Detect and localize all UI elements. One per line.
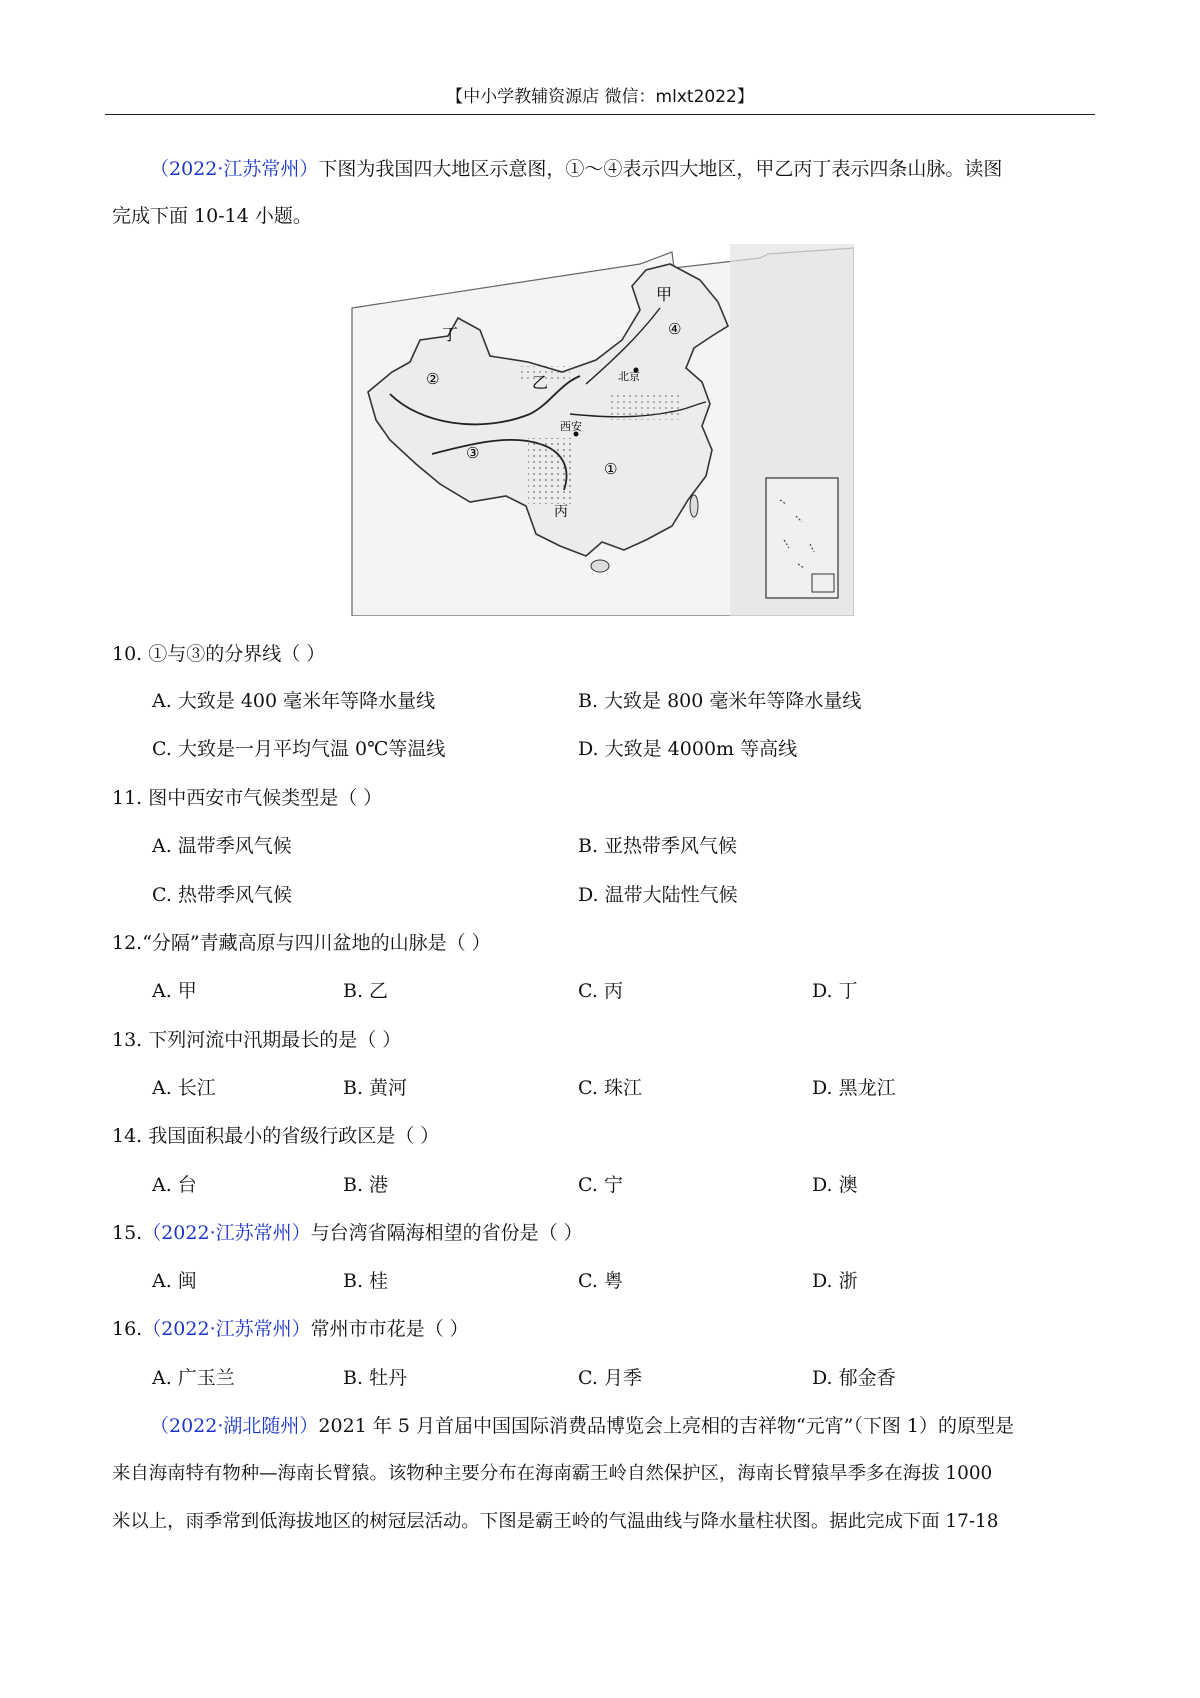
q15-option-c: C. 粤 [578,1270,623,1292]
question-16 [112,1320,469,1339]
question-14 [112,1127,439,1146]
source-tag: （2022·江苏常州） [150,158,319,180]
q10-option-b: B. 大致是 800 毫米年等降水量线 [578,690,862,712]
source-tag: （2022·江苏常州） [142,1318,311,1340]
q13-option-a: A. 长江 [152,1077,216,1099]
intro-text-1: 下图为我国四大地区示意图，①～④表示四大地区，甲乙丙丁表示四条山脉。读图 [318,158,1003,180]
q16-option-b: B. 牡丹 [343,1367,408,1389]
source-tag: （2022·江苏常州） [142,1222,311,1244]
passage-line-3: 米以上，雨季常到低海拔地区的树冠层活动。下图是霸王岭的气温曲线与降水量柱状图。据此完成下面 17-18 [112,1511,999,1532]
q16-option-a: A. 广玉兰 [152,1367,235,1389]
passage-text-1: 2021 年 5 月首届中国国际消费品博览会上亮相的吉祥物“元宵”（下图 1）的原型是 [318,1415,1015,1437]
q15-option-d: D. 浙 [812,1270,858,1292]
intro-line-2: 完成下面 10-14 小题。 [112,205,312,227]
q15-option-a: A. 闽 [152,1270,197,1292]
q16-option-d: D. 郁金香 [812,1367,896,1389]
question-number: 16. [112,1318,143,1340]
question-number: 11. [112,787,143,809]
header-divider [105,114,1095,115]
label-region-4: ④ [668,320,682,338]
label-ding: 丁 [442,325,459,344]
passage-line-2: 来自海南特有物种—海南长臂猿。该物种主要分布在海南霸王岭自然保护区，海南长臂猿旱季多在海拔 1000 [112,1463,993,1484]
question-number: 10. [112,643,143,665]
question-11 [112,789,382,808]
china-regions-map [340,244,854,616]
question-stem: 我国面积最小的省级行政区是（ ） [148,1125,440,1147]
q11-option-d: D. 温带大陆性气候 [578,884,738,906]
q14-option-d: D. 澳 [812,1174,858,1196]
q12-option-d: D. 丁 [812,980,858,1002]
mountain-hatch-1 [528,438,572,504]
q14-option-a: A. 台 [152,1174,197,1196]
question-15 [112,1224,583,1243]
q12-option-a: A. 甲 [152,980,197,1002]
label-jia: 甲 [656,285,673,304]
q11-option-a: A. 温带季风气候 [152,835,292,857]
q13-option-c: C. 珠江 [578,1077,642,1099]
label-beijing: 北京 [618,370,640,383]
question-number: 12. [112,932,143,954]
question-number: 15. [112,1222,143,1244]
q10-option-a: A. 大致是 400 毫米年等降水量线 [152,690,436,712]
label-region-1: ① [604,460,618,478]
source-tag: （2022·湖北随州） [150,1415,319,1437]
q12-option-c: C. 丙 [578,980,623,1002]
question-stem: “分隔”青藏高原与四川盆地的山脉是（ ） [142,932,491,954]
question-number: 13. [112,1029,143,1051]
q10-option-d: D. 大致是 4000m 等高线 [578,738,798,760]
q16-option-c: C. 月季 [578,1367,642,1389]
q14-option-c: C. 宁 [578,1174,623,1196]
q13-option-d: D. 黑龙江 [812,1077,896,1099]
question-stem: 下列河流中汛期最长的是（ ） [148,1029,402,1051]
intro-line-1 [150,160,1002,179]
question-stem: 与台湾省隔海相望的省份是（ ） [310,1222,583,1244]
passage-line-1 [150,1417,1014,1436]
question-stem: ①与③的分界线（ ） [148,643,326,665]
page-header: 【中小学教辅资源店 微信：mlxt2022】 [446,87,754,107]
question-number: 14. [112,1125,143,1147]
question-12 [112,934,491,953]
q15-option-b: B. 桂 [343,1270,389,1292]
q12-option-b: B. 乙 [343,980,389,1002]
label-yi: 乙 [532,373,549,392]
q10-option-c: C. 大致是一月平均气温 0℃等温线 [152,738,446,760]
south-china-sea-inset [766,478,838,598]
label-xian: 西安 [560,420,582,433]
hainan-island [591,560,609,572]
label-bing: 丙 [554,504,568,520]
label-region-3: ③ [466,444,480,462]
taiwan-island [690,495,698,517]
q13-option-b: B. 黄河 [343,1077,408,1099]
question-10 [112,645,325,664]
q11-option-b: B. 亚热带季风气候 [578,835,738,857]
question-stem: 常州市市花是（ ） [310,1318,469,1340]
question-stem: 图中西安市气候类型是（ ） [148,787,383,809]
question-13 [112,1031,401,1050]
q14-option-b: B. 港 [343,1174,389,1196]
label-region-2: ② [426,370,440,388]
q11-option-c: C. 热带季风气候 [152,884,292,906]
mountain-hatch-2 [610,394,680,420]
